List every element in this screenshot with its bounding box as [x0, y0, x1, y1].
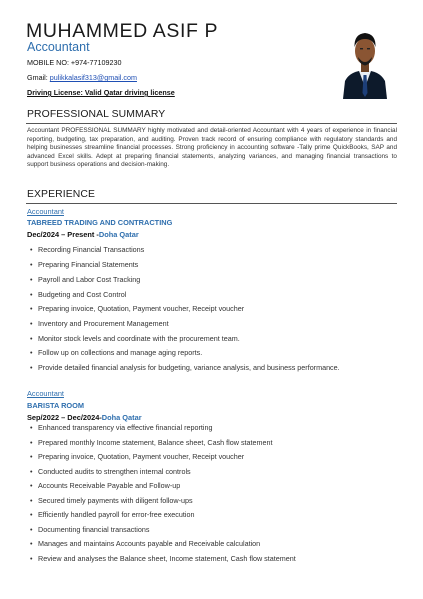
bullet-dot-icon: • — [30, 554, 33, 563]
bullet-dot-icon: • — [30, 260, 33, 269]
summary-heading: PROFESSIONAL SUMMARY — [27, 109, 166, 120]
summary-divider — [26, 123, 397, 124]
job-1-date-range: Dec/2024 – Present - — [27, 230, 99, 239]
job-2-bullet: • Accounts Receivable Payable and Follow-up — [30, 481, 181, 490]
candidate-name: MUHAMMED ASIF P — [26, 20, 219, 42]
bullet-dot-icon: • — [30, 334, 33, 343]
bullet-dot-icon: • — [30, 363, 33, 372]
job-1-location: Doha Qatar — [98, 230, 139, 239]
job-1-bullet: • Inventory and Procurement Management — [30, 319, 169, 328]
job-1-dates — [27, 231, 139, 238]
job-1-company: TABREED TRADING AND CONTRACTING — [27, 218, 173, 227]
bullet-dot-icon: • — [30, 467, 33, 476]
job-2-location: Doha Qatar — [101, 413, 142, 422]
job-2-date-range: Sep/2022 – Dec/2024- — [27, 413, 102, 422]
experience-heading: EXPERIENCE — [27, 189, 95, 200]
bullet-dot-icon: • — [30, 319, 33, 328]
bullet-dot-icon: • — [30, 275, 33, 284]
bullet-dot-icon: • — [30, 481, 33, 490]
candidate-title: Accountant — [27, 40, 90, 54]
bullet-dot-icon: • — [30, 304, 33, 313]
bullet-dot-icon: • — [30, 290, 33, 299]
profile-photo-illustration — [337, 17, 393, 99]
mobile-number: MOBILE NO: +974-77109230 — [27, 58, 122, 67]
job-2-bullet: • Prepared monthly Income statement, Balance sheet, Cash flow statement — [30, 438, 273, 447]
job-1-bullet: • Follow up on collections and manage aging reports. — [30, 348, 203, 357]
bullet-dot-icon: • — [30, 496, 33, 505]
job-2-bullet: • Secured timely payments with diligent follow-ups — [30, 496, 193, 505]
bullet-dot-icon: • — [30, 452, 33, 461]
job-1-bullet: • Preparing invoice, Quotation, Payment voucher, Receipt voucher — [30, 304, 245, 313]
job-2-bullet: • Manages and maintains Accounts payable and Receivable calculation — [30, 539, 261, 548]
bullet-dot-icon: • — [30, 539, 33, 548]
email-label: Gmail: — [27, 73, 50, 82]
profile-photo — [337, 17, 393, 99]
experience-divider — [26, 203, 397, 204]
job-2-company: BARISTA ROOM — [27, 401, 85, 410]
job-1-bullet: • Recording Financial Transactions — [30, 245, 145, 254]
job-1-bullet: • Payroll and Labor Cost Tracking — [30, 275, 141, 284]
job-2-bullet: • Documenting financial transactions — [30, 525, 150, 534]
bullet-dot-icon: • — [30, 348, 33, 357]
bullet-dot-icon: • — [30, 438, 33, 447]
email-link[interactable]: pulikkalasif313@gmail.com — [49, 73, 137, 82]
job-1-bullet: • Monitor stock levels and coordinate with the procurement team. — [30, 334, 240, 343]
summary-text: Accountant PROFESSIONAL SUMMARY highly motivated and detail-oriented Accountant with 4 years of experience in financial reporting, budgeting, tax preparation, and auditing. Proven track record of ensuring compliance with regulatory standards and helping businesses streamline financial processes. Strong proficiency in accounting software -Tally prime QuickBooks, SAP and advanced Excel skills. Adept at preparing financial statements, analyzing variances, and managing financial transactions to support business operations and decision-making. — [27, 127, 397, 169]
driving-license: Driving License: Valid Qatar driving license — [27, 88, 175, 97]
job-1-role: Accountant — [27, 207, 64, 216]
job-1-bullet: • Preparing Financial Statements — [30, 260, 139, 269]
job-2-bullet: • Enhanced transparency via effective financial reporting — [30, 423, 213, 432]
job-2-dates — [27, 414, 142, 421]
email-line — [27, 74, 137, 81]
job-1-bullet: • Budgeting and Cost Control — [30, 290, 127, 299]
job-2-bullet: • Efficiently handled payroll for error-free execution — [30, 510, 195, 519]
job-2-bullet: • Review and analyses the Balance sheet, Income statement, Cash flow statement — [30, 554, 296, 563]
bullet-dot-icon: • — [30, 525, 33, 534]
bullet-dot-icon: • — [30, 510, 33, 519]
job-2-bullet: • Preparing invoice, Quotation, Payment voucher, Receipt voucher — [30, 452, 245, 461]
bullet-dot-icon: • — [30, 423, 33, 432]
job-1-bullet: • Provide detailed financial analysis for budgeting, variance analysis, and business performance. — [30, 363, 340, 372]
job-2-bullet: • Conducted audits to strengthen internal controls — [30, 467, 191, 476]
bullet-dot-icon: • — [30, 245, 33, 254]
job-2-role: Accountant — [27, 389, 64, 398]
